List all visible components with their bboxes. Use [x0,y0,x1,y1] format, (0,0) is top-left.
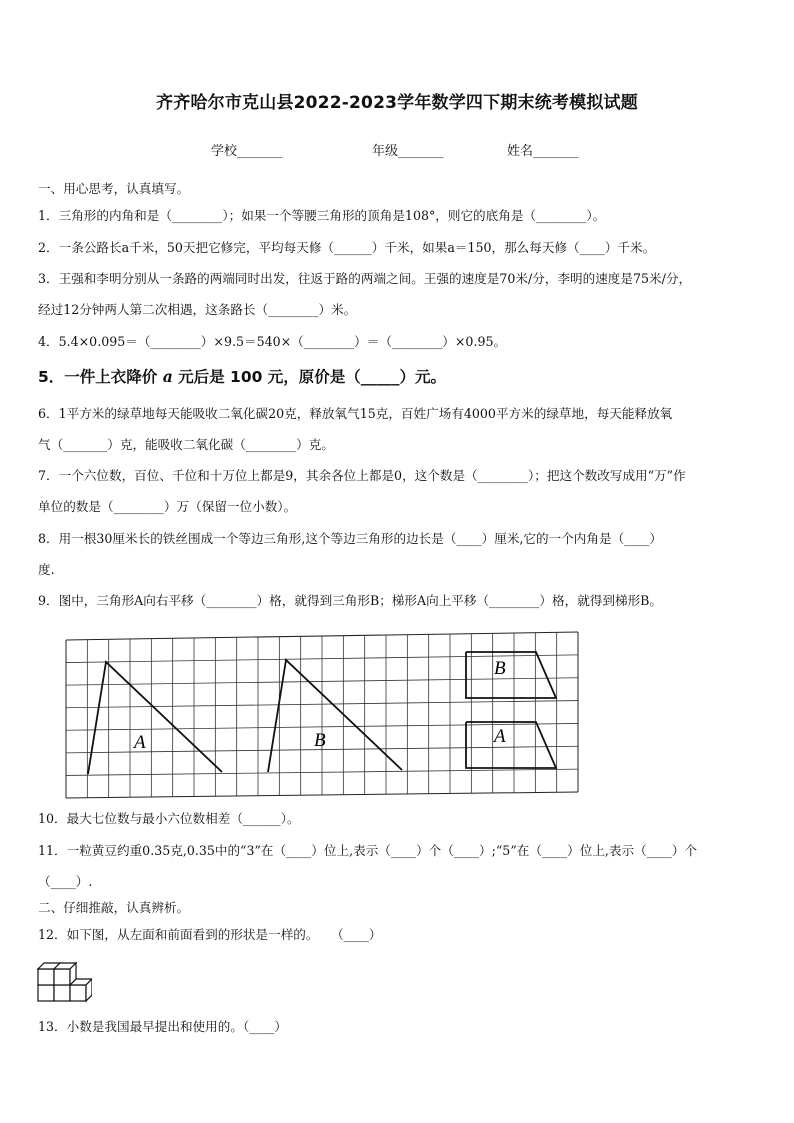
question-5-variable: a [162,367,173,386]
cube-front-2 [54,985,70,1001]
question-3-line-2: 经过12分钟两人第二次相遇，这条路长（________）米。 [38,302,357,317]
trapezoid-b [466,652,556,698]
cube-front-5 [54,969,70,985]
question-11-line-2: （____）. [38,874,93,889]
question-11-line-1: 11．一粒黄豆约重0.35克,0.35中的“3”在（____）位上,表示（____）个（____）;“5”在（____）位上,表示（____）个 [38,843,698,858]
translation-grid-figure [62,630,584,804]
trapezoid-a-shape [466,722,556,768]
cube-front-1 [38,985,54,1001]
question-5 [38,369,760,385]
trapezoid-a-label: A [494,726,506,747]
question-8-line-2: 度. [38,562,55,577]
trapezoid-a [466,722,556,768]
trapezoid-b-shape [466,652,556,698]
question-9: 9．图中，三角形A向右平移（________）格，就得到三角形B；梯形A向上平移（________）格，就得到梯形B。 [38,593,663,608]
name-field: 姓名_______ [507,144,579,159]
question-6-line-1: 6．1平方米的绿草地每天能吸收二氧化碳20克，释放氧气15克，百姓广场有4000平方米的绿草地，每天能释放氧 [38,406,673,421]
question-5-text-1: 5．一件上衣降价 [38,368,158,386]
cube-stack-figure [36,955,92,1009]
question-4: 4．5.4×0.095＝（________）×9.5＝540×（________）＝（________）×0.95。 [38,334,507,349]
question-12: 12．如下图，从左面和前面看到的形状是一样的。 （____） [38,927,382,942]
grid-svg [62,630,584,800]
cube-front-4 [38,969,54,985]
question-3-line-1: 3．王强和李明分别从一条路的两端同时出发，往返于路的两端之间。王强的速度是70米/分，李明的速度是75米/分， [38,271,692,286]
cube-front-3 [70,985,86,1001]
question-7-line-1: 7．一个六位数，百位、千位和十万位上都是9，其余各位上都是0，这个数是（________）；把这个数改写成用“万”作 [38,468,686,483]
triangle-b-label: B [314,730,326,751]
question-5-text-2: 元后是 100 元，原价是（_____）元。 [178,368,447,386]
grade-field: 年级_______ [372,144,444,159]
section-1-heading: 一、用心思考，认真填写。 [38,181,190,196]
triangle-b-shape [268,660,402,772]
question-6-line-2: 气（_______）克，能吸收二氧化碳（________）克。 [38,437,334,452]
school-field: 学校_______ [211,144,283,159]
question-8-line-1: 8．用一根30厘米长的铁丝围成一个等边三角形,这个等边三角形的边长是（____）厘米,它的一个内角是（____） [38,531,662,546]
question-1: 1．三角形的内角和是（________）；如果一个等腰三角形的顶角是108°，则它的底角是（________）。 [38,208,606,223]
section-2-heading: 二、仔细推敲，认真辨析。 [38,900,190,915]
cube-stack-svg [36,955,92,1005]
question-10: 10．最大七位数与最小六位数相差（______）。 [38,811,300,826]
triangle-a [88,662,222,774]
question-2: 2．一条公路长a千米，50天把它修完，平均每天修（______）千米，如果a＝150，那么每天修（____）千米。 [38,240,656,255]
triangle-a-label: A [134,732,146,753]
question-13: 13．小数是我国最早提出和使用的。（____） [38,1019,288,1034]
triangle-b [268,660,402,772]
triangle-a-shape [88,662,222,774]
question-7-line-2: 单位的数是（________）万（保留一位小数）。 [38,499,297,514]
trapezoid-b-label: B [494,658,506,679]
page-title: 齐齐哈尔市克山县2022-2023学年数学四下期末统考模拟试题 [156,93,638,113]
